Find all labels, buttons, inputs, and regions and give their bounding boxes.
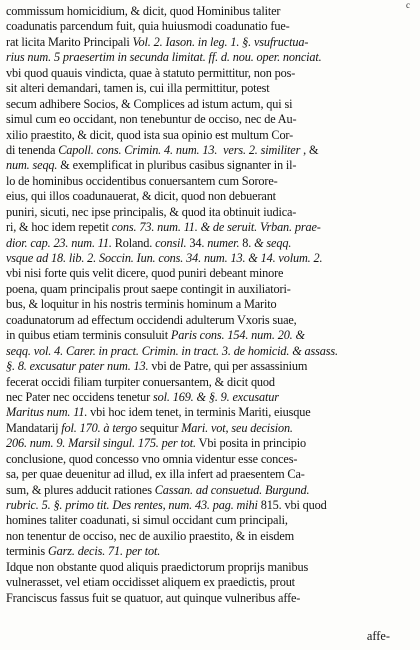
citation-text: Mari. vot, seu decision. (181, 420, 293, 435)
body-segment: lo de hominibus occidentibus conuersantem cum Sorore- (6, 173, 278, 188)
citation-text: & seqq. (254, 235, 292, 250)
body-segment: nec Pater nec occidens tenetur (6, 389, 154, 404)
text-line (6, 66, 416, 81)
body-segment: homines taliter coadunati, si simul occidant cum principali, (6, 513, 288, 528)
body-segment: sa, per quae deuenitur ad illud, ex illa infert ad praesentem Ca- (6, 467, 305, 482)
body-segment: xilio praestito, & dicit, quod ista sua opinio est multum Cor- (6, 127, 294, 142)
citation-text: Garz. decis. 71. per tot. (47, 544, 161, 559)
citation-text: §. 8. excusatur pater num. 13. (6, 359, 149, 374)
text-line (6, 97, 416, 112)
text-line (6, 467, 416, 482)
body-segment: coadunatorum ad effectum occidendi adulterum Vxoris suae, (6, 312, 297, 327)
citation-text: Cassan. ad consuetud. Burgund. (154, 482, 310, 497)
body-segment: Idque non obstante quod aliquis praedictorum proprijs manibus (6, 559, 309, 574)
text-line (6, 328, 416, 343)
citation-text: vers. 2. similiter (223, 142, 301, 157)
text-line (6, 205, 416, 220)
citation-text: sol. 169. & §. 9. excusatur (153, 389, 279, 404)
body-segment: eius, qui illos coadunauerat, & dicit, quod non debuerant (6, 189, 276, 204)
text-line (6, 513, 416, 528)
text-line (6, 344, 416, 359)
text-line (6, 452, 416, 467)
body-segment: commissum homicidium, & dicit, quod Hominibus taliter (6, 4, 281, 18)
text-line (6, 50, 416, 65)
text-line (6, 282, 416, 297)
body-segment: simul cum eo occidant, non tenebuntur de occiso, nec de Au- (6, 112, 297, 127)
body-segment: rat licita Marito Principali (6, 34, 133, 49)
body-text (6, 4, 420, 606)
text-line (6, 591, 416, 606)
body-segment: vbi nisi forte quis velit dicere, quod puniri debeant minore (6, 266, 284, 281)
text-line (6, 266, 416, 281)
body-segment: Mandatarij (6, 420, 62, 435)
catchword: affe- (366, 629, 390, 643)
body-segment: secum adhibere Socios, & Complices ad istum actum, qui si (6, 96, 293, 111)
body-segment: sequitur (137, 420, 182, 435)
text-line (6, 4, 416, 19)
citation-text: num. seqq. (6, 158, 58, 173)
text-line (6, 143, 416, 158)
text-line (6, 575, 416, 590)
body-segment: 815. vbi quod (257, 498, 327, 512)
body-segment: coadunatis parcendum fuit, quia huiusmodi coadunatio fue- (6, 19, 290, 34)
text-line (6, 220, 416, 235)
text-line (6, 529, 416, 544)
text-line (6, 35, 416, 50)
citation-text: fol. 170. à tergo (61, 420, 138, 435)
body-segment: fecerat occidi filiam turpiter conuersantem, & dicit quod (6, 374, 275, 389)
citation-text: rubric. 5. §. primo tit. Des rentes, num. 43. pag. mihi (6, 498, 258, 512)
body-segment: puniri, sicuti, nec ipse principalis, & quod ita obtinuit iudica- (6, 204, 297, 219)
citation-text: Vol. 2. Iason. in leg. 1. §. vsufructua- (132, 34, 309, 49)
citation-text: Capoll. cons. Crimin. 4. num. 13. (58, 142, 218, 157)
text-line (6, 560, 416, 575)
text-line (6, 313, 416, 328)
body-segment: sum, & plures adducit rationes (6, 482, 155, 497)
text-line (6, 189, 416, 204)
citation-text: cons. 73. num. 11. & de seruit. Vrban. prae- (111, 220, 321, 235)
body-segment: , & (300, 142, 322, 157)
text-line (6, 297, 416, 312)
body-segment: conclusione, quod concesso vno omnia videntur esse conces- (6, 451, 298, 466)
body-segment: sit alteri demandari, tamen is, cui illa permittitur, potest (6, 81, 270, 96)
body-segment: in quibus etiam terminis consuluit (6, 328, 171, 343)
body-segment: poena, quam principalis prout saepe contingit in auxiliatori- (6, 281, 291, 296)
body-segment: Franciscus fassus fuit se quatuor, aut quinque vulneribus affe- (6, 590, 301, 605)
citation-text: consil. (155, 235, 187, 250)
body-segment: bus, & loquitur in his nostris terminis hominum a Marito (6, 297, 277, 312)
body-segment: vbi hoc idem tenet, in terminis Mariti, eiusque (87, 405, 311, 420)
signature-mark: c (406, 0, 410, 10)
text-line (6, 421, 416, 436)
text-line (6, 251, 416, 266)
body-segment: vulnerasset, vel etiam occidisset aliquem ex praedictis, prout (6, 575, 295, 590)
citation-text: vsque ad 18. lib. 2. Soccin. Iun. cons. 34. num. 13. & 14. volum. 2. (6, 251, 323, 265)
citation-text: Paris cons. 154. num. 20. & (170, 328, 305, 343)
body-segment: 34. (186, 235, 208, 250)
citation-text: seqq. vol. 4. Carer. in pract. Crimin. in tract. 3. de homicid. & assass. (6, 343, 338, 358)
body-segment: vbi de Patre, qui per assassinium (148, 359, 308, 374)
citation-text: rius num. 5 praesertim in secunda limitat. ff. d. nou. oper. nonciat. (6, 50, 322, 65)
citation-text: numer. (207, 235, 240, 250)
citation-text: 206. num. 9. Marsil singul. 175. per tot. (6, 436, 196, 451)
text-line (6, 128, 416, 143)
text-line (6, 174, 416, 189)
text-line (6, 483, 416, 498)
text-line (6, 498, 416, 513)
body-segment: terminis (6, 544, 48, 559)
text-line (6, 375, 416, 390)
text-line (6, 19, 416, 34)
text-line (6, 390, 416, 405)
body-segment: 8. (239, 235, 255, 250)
body-segment: di tenenda (6, 142, 59, 157)
text-line (6, 436, 416, 451)
citation-text: dior. cap. 23. num. 11. (6, 235, 112, 250)
body-segment: ri, & hoc idem repetit (6, 220, 112, 235)
body-segment: vbi quod quauis vindicta, quae à statuto permittitur, non pos- (6, 65, 296, 80)
body-segment: non tenentur de occiso, nec de auxilio praestito, & in eisdem (6, 528, 295, 543)
text-line (6, 544, 416, 559)
text-line (6, 81, 416, 96)
text-line (6, 236, 416, 251)
text-line (6, 405, 416, 420)
body-segment: & exemplificat in pluribus casibus signanter in il- (57, 158, 297, 173)
body-segment: Roland. (111, 235, 156, 250)
text-line (6, 359, 416, 374)
body-segment: Vbi posita in principio (195, 436, 306, 451)
text-line (6, 158, 416, 173)
text-line (6, 112, 416, 127)
citation-text: Maritus num. 11. (6, 405, 88, 420)
